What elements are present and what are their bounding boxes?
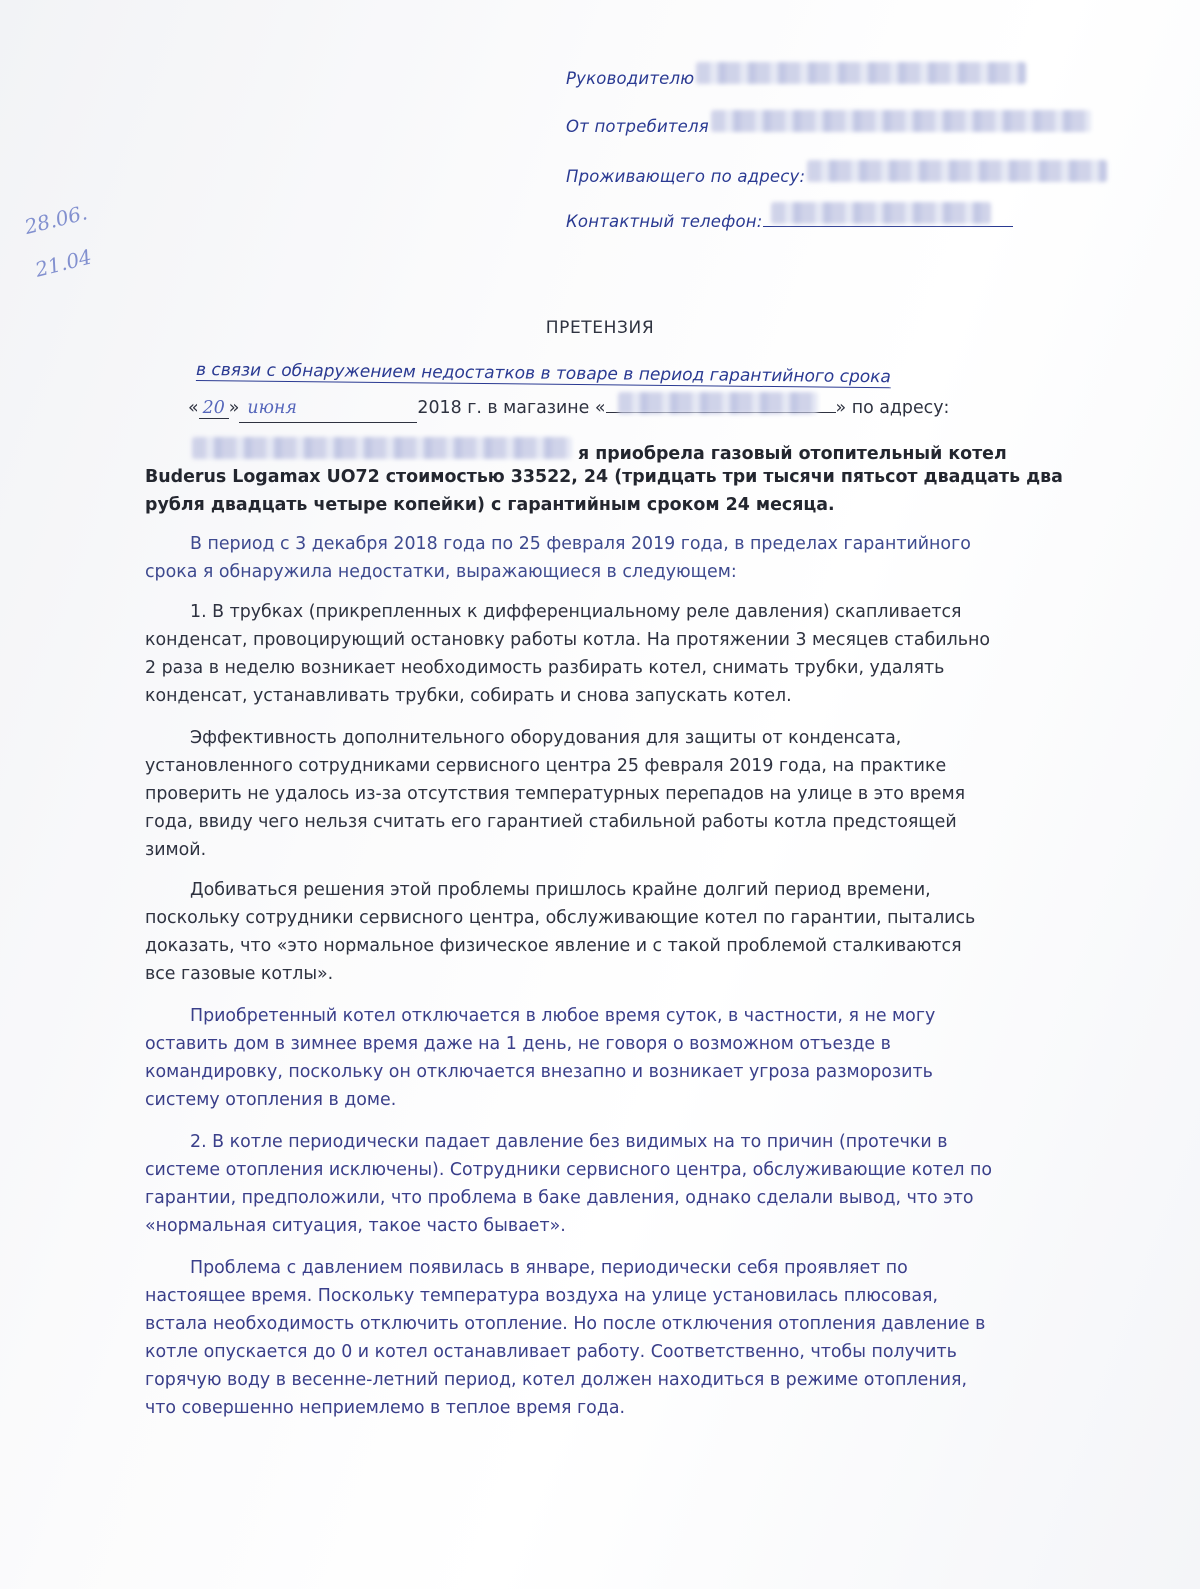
purchase-address-text: » по адресу: [835, 398, 950, 418]
paragraph-6-line-3: гарантии, предположили, что проблема в баке давления, однако сделали вывод, что это [145, 1188, 974, 1208]
paragraph-4-line-1: Добиваться решения этой проблемы пришлось крайне долгий период времени, [190, 880, 931, 900]
recipient-label: Руководителю [566, 69, 695, 88]
handwritten-date-note [20, 177, 161, 303]
redacted-store-address [192, 437, 572, 459]
paragraph-5-line-4: систему отопления в доме. [145, 1090, 397, 1110]
paragraph-6-line-2: системе отопления исключены). Сотрудники сервисного центра, обслуживающие котел по [145, 1160, 993, 1180]
paragraph-7-line-5: горячую воду в весенне-летний период, котел должен находиться в режиме отопления, [145, 1370, 967, 1390]
paragraph-2-line-2: конденсат, провоцирующий остановку работы котла. На протяжении 3 месяцев стабильно [145, 630, 990, 650]
purchase-line-4: рубля двадцать четыре копейки) с гарантийным сроком 24 месяца. [145, 495, 835, 515]
paragraph-5-line-2: оставить дом в зимнее время даже на 1 день, не говоря о возможном отъезде в [145, 1034, 891, 1054]
address-label: Проживающего по адресу: [566, 167, 806, 186]
paragraph-5-line-3: командировку, поскольку он отключается внезапно и возникает угроза разморозить [145, 1062, 933, 1082]
document-title: ПРЕТЕНЗИЯ [545, 318, 655, 338]
paragraph-7-line-2: настоящее время. Поскольку температура воздуха на улице установилась плюсовая, [145, 1286, 939, 1306]
handwritten-date-1: 28.06. [22, 200, 90, 239]
redacted-store [618, 392, 818, 414]
paragraph-7-line-6: что совершенно неприемлемо в теплое время года. [145, 1398, 626, 1418]
purchase-line-1 [188, 394, 949, 423]
handwritten-day: 20 [199, 398, 229, 419]
phone-label: Контактный телефон: [566, 212, 763, 231]
quote-open: « [188, 398, 199, 418]
store-underline [606, 394, 836, 413]
phone-line [566, 208, 1013, 231]
redacted-sender [711, 110, 1091, 132]
paragraph-2-line-4: конденсат, устанавливать трубки, собирать и снова запускать котел. [145, 686, 792, 706]
paragraph-4-line-2: поскольку сотрудники сервисного центра, обслуживающие котел по гарантии, пытались [145, 908, 976, 928]
paragraph-1-line-2: срока я обнаружила недостатки, выражающиеся в следующем: [145, 562, 737, 582]
recipient-line [566, 62, 1026, 88]
paragraph-6-line-4: «нормальная ситуация, такое часто бывает». [145, 1216, 566, 1236]
paragraph-6-line-1: 2. В котле периодически падает давление без видимых на то причин (протечки в [190, 1132, 948, 1152]
paragraph-1-line-1: В период с 3 декабря 2018 года по 25 февраля 2019 года, в пределах гарантийного [190, 534, 971, 554]
paragraph-3-line-1: Эффективность дополнительного оборудования для защиты от конденсата, [190, 728, 902, 748]
paragraph-2-line-1: 1. В трубках (прикрепленных к дифференциальному реле давления) скапливается [190, 602, 962, 622]
redacted-phone [771, 202, 991, 224]
paragraph-3-line-5: зимой. [145, 840, 207, 860]
paragraph-4-line-3: доказать, что «это нормальное физическое явление и с такой проблемой сталкиваются [145, 936, 962, 956]
purchase-line-3: Buderus Logamax UO72 стоимостью 33522, 24 (тридцать три тысячи пятьсот двадцать два [145, 467, 1063, 487]
paragraph-3-line-3: проверить не удалось из-за отсутствия температурных перепадов на улице в это время [145, 784, 966, 804]
paragraph-7-line-1: Проблема с давлением появилась в январе, периодически себя проявляет по [190, 1258, 908, 1278]
redacted-recipient [696, 62, 1026, 84]
paragraph-3-line-4: года, ввиду чего нельзя считать его гарантией стабильной работы котла предстоящей [145, 812, 957, 832]
paragraph-5-line-1: Приобретенный котел отключается в любое время суток, в частности, я не могу [190, 1006, 936, 1026]
address-line [566, 160, 1107, 186]
redacted-address [807, 160, 1107, 182]
purchase-year-text: 2018 г. в магазине « [417, 398, 606, 418]
handwritten-date-2: 21.04 [32, 244, 95, 282]
paragraph-4-line-4: все газовые котлы». [145, 964, 334, 984]
paragraph-7-line-3: встала необходимость отключить отопление. Но после отключения отопления давление в [145, 1314, 986, 1334]
quote-close: » [228, 398, 240, 418]
phone-underline [763, 208, 1013, 227]
handwritten-month: июня [239, 394, 417, 423]
sender-line [566, 110, 1091, 136]
paragraph-2-line-3: 2 раза в неделю возникает необходимость разбирать котел, снимать трубки, удалять [145, 658, 945, 678]
purchase-line-2-text: я приобрела газовый отопительный котел [578, 444, 1007, 464]
paragraph-7-line-4: котле опускается до 0 и котел останавливает работу. Соответственно, чтобы получить [145, 1342, 957, 1362]
document-subtitle: в связи с обнаружением недостатков в товаре в период гарантийного срока [195, 360, 891, 388]
paragraph-3-line-2: установленного сотрудниками сервисного центра 25 февраля 2019 года, на практике [145, 756, 947, 776]
sender-label: От потребителя [566, 117, 709, 136]
